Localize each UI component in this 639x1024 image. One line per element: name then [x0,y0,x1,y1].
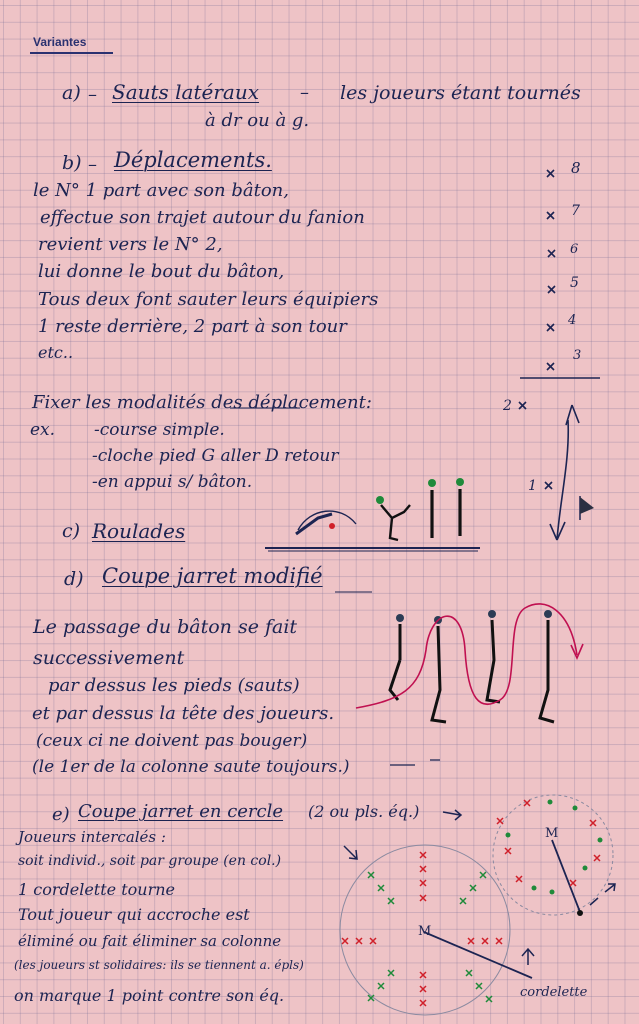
section-e-line: 1 cordelette tourne [18,880,176,899]
section-b-line: Tous deux font sauter leurs équipiers [38,289,379,310]
section-c-title: Roulades [92,519,186,543]
section-d-title: Coupe jarret modifié [102,564,323,588]
section-a-text: les joueurs étant tournés [340,82,581,104]
path-line [356,604,577,708]
section-d-line: Le passage du bâton se fait [33,616,298,638]
flag-icon [580,496,594,520]
section-e-line: éliminé ou fait éliminer sa colonne [18,932,282,950]
section-d-line: (ceux ci ne doivent pas bouger) [36,731,308,751]
section-b-line: 1 reste derrière, 2 part à son tour [38,316,347,337]
section-b-line: effectue son trajet autour du fanion [40,207,365,228]
header-label: Variantes [33,35,87,49]
section-b-line: lui donne le bout du bâton, [38,261,285,282]
section-b-title: Déplacements. [114,148,272,172]
dash: – [88,154,97,175]
cordelette-line [424,932,532,978]
gymnast-figure-icon [390,610,554,722]
gymnast-figure-icon [265,478,480,551]
cordelette-label: cordelette [520,985,588,1000]
section-e-line: soit individ., soit par groupe (en col.) [18,853,282,869]
dash: – [300,82,309,103]
section-b-modal-line: Fixer les modalités des déplacement: [32,392,372,413]
section-d-line: par dessus les pieds (sauts) [48,675,300,696]
section-e-line: Tout joueur qui accroche est [18,905,250,924]
section-a-text2: à dr ou à g. [205,110,310,131]
diagram-m-label: M [545,826,559,841]
cross-mark-icon [519,170,555,489]
section-a-title: Sauts latéraux [112,80,260,104]
cordelette-line [552,840,580,912]
section-d-letter: d) [64,568,84,590]
diagram-m-label: M [418,924,432,939]
section-b-line: le N° 1 part avec son bâton, [33,180,289,201]
section-c-letter: c) [62,520,81,542]
section-b-ex-label: ex. [30,420,56,440]
section-d-line: successivement [33,647,185,669]
column-number: 4 [568,313,577,328]
section-e-note: (2 ou pls. éq.) [308,802,420,821]
green-players [368,872,492,1002]
section-b-letter: b) [62,152,82,174]
number-one: 1 [528,478,537,494]
section-e-title: Coupe jarret en cercle [78,801,284,822]
section-b-modal-line: -cloche pied G aller D retour [92,446,339,466]
section-e-line: on marque 1 point contre son éq. [14,986,285,1005]
arrow-icon [443,810,461,820]
dash: – [88,84,97,105]
column-number: 6 [570,242,579,257]
section-b-line: etc.. [38,343,74,362]
section-b-modal-line: -en appui s/ bâton. [92,472,253,492]
column-number: 8 [571,159,581,177]
number-two: 2 [503,398,512,414]
column-number: 7 [571,203,580,219]
arrow-icon [550,405,579,540]
arrow-icon [344,846,357,859]
arrow-icon [522,949,534,965]
section-e-letter: e) [52,804,70,825]
section-d-line: et par dessus la tête des joueurs. [32,703,335,724]
section-e-line: Joueurs intercalés : [18,828,166,846]
section-d-line: (le 1er de la colonne saute toujours.) [32,757,350,777]
section-a-letter: a) [62,82,81,104]
section-b-modal-line: -course simple. [94,420,225,440]
arrow-icon [590,884,615,905]
column-number: 3 [573,348,582,363]
section-b-line: revient vers le N° 2, [38,234,223,255]
column-number: 5 [570,275,579,291]
section-e-line: (les joueurs st solidaires: ils se tiennent a. épls) [14,958,304,972]
